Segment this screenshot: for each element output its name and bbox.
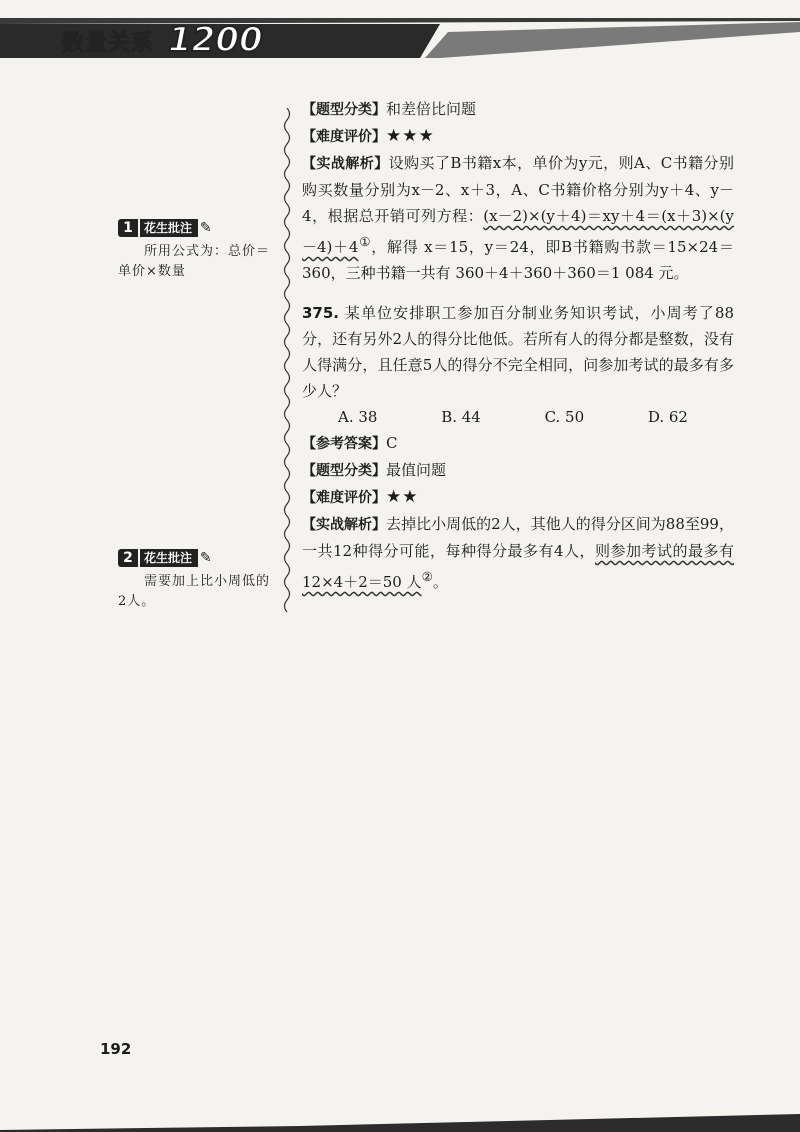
pen-icon: ✎ <box>200 550 212 566</box>
analysis-equation: 则参加考试的最多有 12×4＋2＝50 人 <box>302 542 734 591</box>
note-badge <box>118 548 278 568</box>
option-d: D. 62 <box>647 408 688 426</box>
type-label: 【题型分类】 <box>302 463 386 479</box>
note-text: 需要加上比小周低的2人。 <box>118 574 271 609</box>
analysis-end: 。 <box>432 573 448 591</box>
difficulty-row <box>302 484 734 511</box>
wavy-divider <box>280 108 294 613</box>
answer-row <box>302 430 734 457</box>
prev-analysis <box>302 150 734 286</box>
question-options <box>302 404 734 430</box>
type-label: 【题型分类】 <box>302 102 386 118</box>
analysis-rest: ，解得 x＝15，y＝24，即B书籍购书款＝15×24＝360，三种书籍一共有 360＋4＋360＋360＝1 084 元。 <box>302 238 734 282</box>
answer-label: 【参考答案】 <box>302 436 386 452</box>
question-number: 375. <box>302 304 340 322</box>
question-body: 某单位安排职工参加百分制业务知识考试，小周考了88分，还有另外2人的得分比他低。若所有人的得分都是整数，没有人得满分，且任意5人的得分不完全相同，问参加考试的最多有多少人？ <box>302 304 734 400</box>
prev-difficulty-row <box>302 123 734 150</box>
page-number: 192 <box>100 1040 132 1058</box>
analysis-text: 设购买了B书籍x本，单价为y元，则A、C书籍分别购买数量分别为x－2、x＋3，A、C书籍价格分别为y＋4、y－4，根据总开销可列方程： <box>302 154 734 225</box>
analysis-equation: (x－2)×(y＋4)＝xy＋4＝(x＋3)×(y－4)＋4 <box>302 207 734 256</box>
side-note-2 <box>118 548 278 612</box>
analysis <box>302 511 734 595</box>
question-text <box>302 300 734 404</box>
note-number: 2 <box>118 549 138 567</box>
note-text: 所用公式为：总价＝单价×数量 <box>118 244 271 279</box>
difficulty-stars: ★★ <box>386 487 419 507</box>
option-c: C. 50 <box>544 408 585 426</box>
book-number: 1200 <box>168 20 263 60</box>
footnote-marker: ② <box>421 569 433 584</box>
difficulty-stars: ★★★ <box>386 126 435 146</box>
note-number: 1 <box>118 219 138 237</box>
note-badge <box>118 218 278 238</box>
option-a: A. 38 <box>338 408 378 426</box>
book-title: 数量关系 <box>62 31 155 56</box>
analysis-label: 【实战解析】 <box>302 517 387 533</box>
type-row <box>302 457 734 484</box>
answer-value: C <box>386 434 398 452</box>
pen-icon: ✎ <box>200 220 212 236</box>
difficulty-label: 【难度评价】 <box>302 490 386 506</box>
bottom-band <box>0 1100 800 1132</box>
page-header <box>0 18 800 62</box>
note-label: 花生批注 <box>140 219 198 237</box>
analysis-label: 【实战解析】 <box>302 156 389 172</box>
side-note-1 <box>118 218 278 282</box>
type-value: 和差倍比问题 <box>386 100 477 118</box>
analysis-text: 去掉比小周低的2人，其他人的得分区间为88至99，一共12种得分可能，每种得分最多有4人， <box>302 515 734 560</box>
option-b: B. 44 <box>441 408 481 426</box>
main-content <box>302 96 734 595</box>
type-value: 最值问题 <box>386 461 447 479</box>
prev-type-row <box>302 96 734 123</box>
difficulty-label: 【难度评价】 <box>302 129 386 145</box>
note-label: 花生批注 <box>140 549 198 567</box>
footnote-marker: ① <box>358 234 372 249</box>
